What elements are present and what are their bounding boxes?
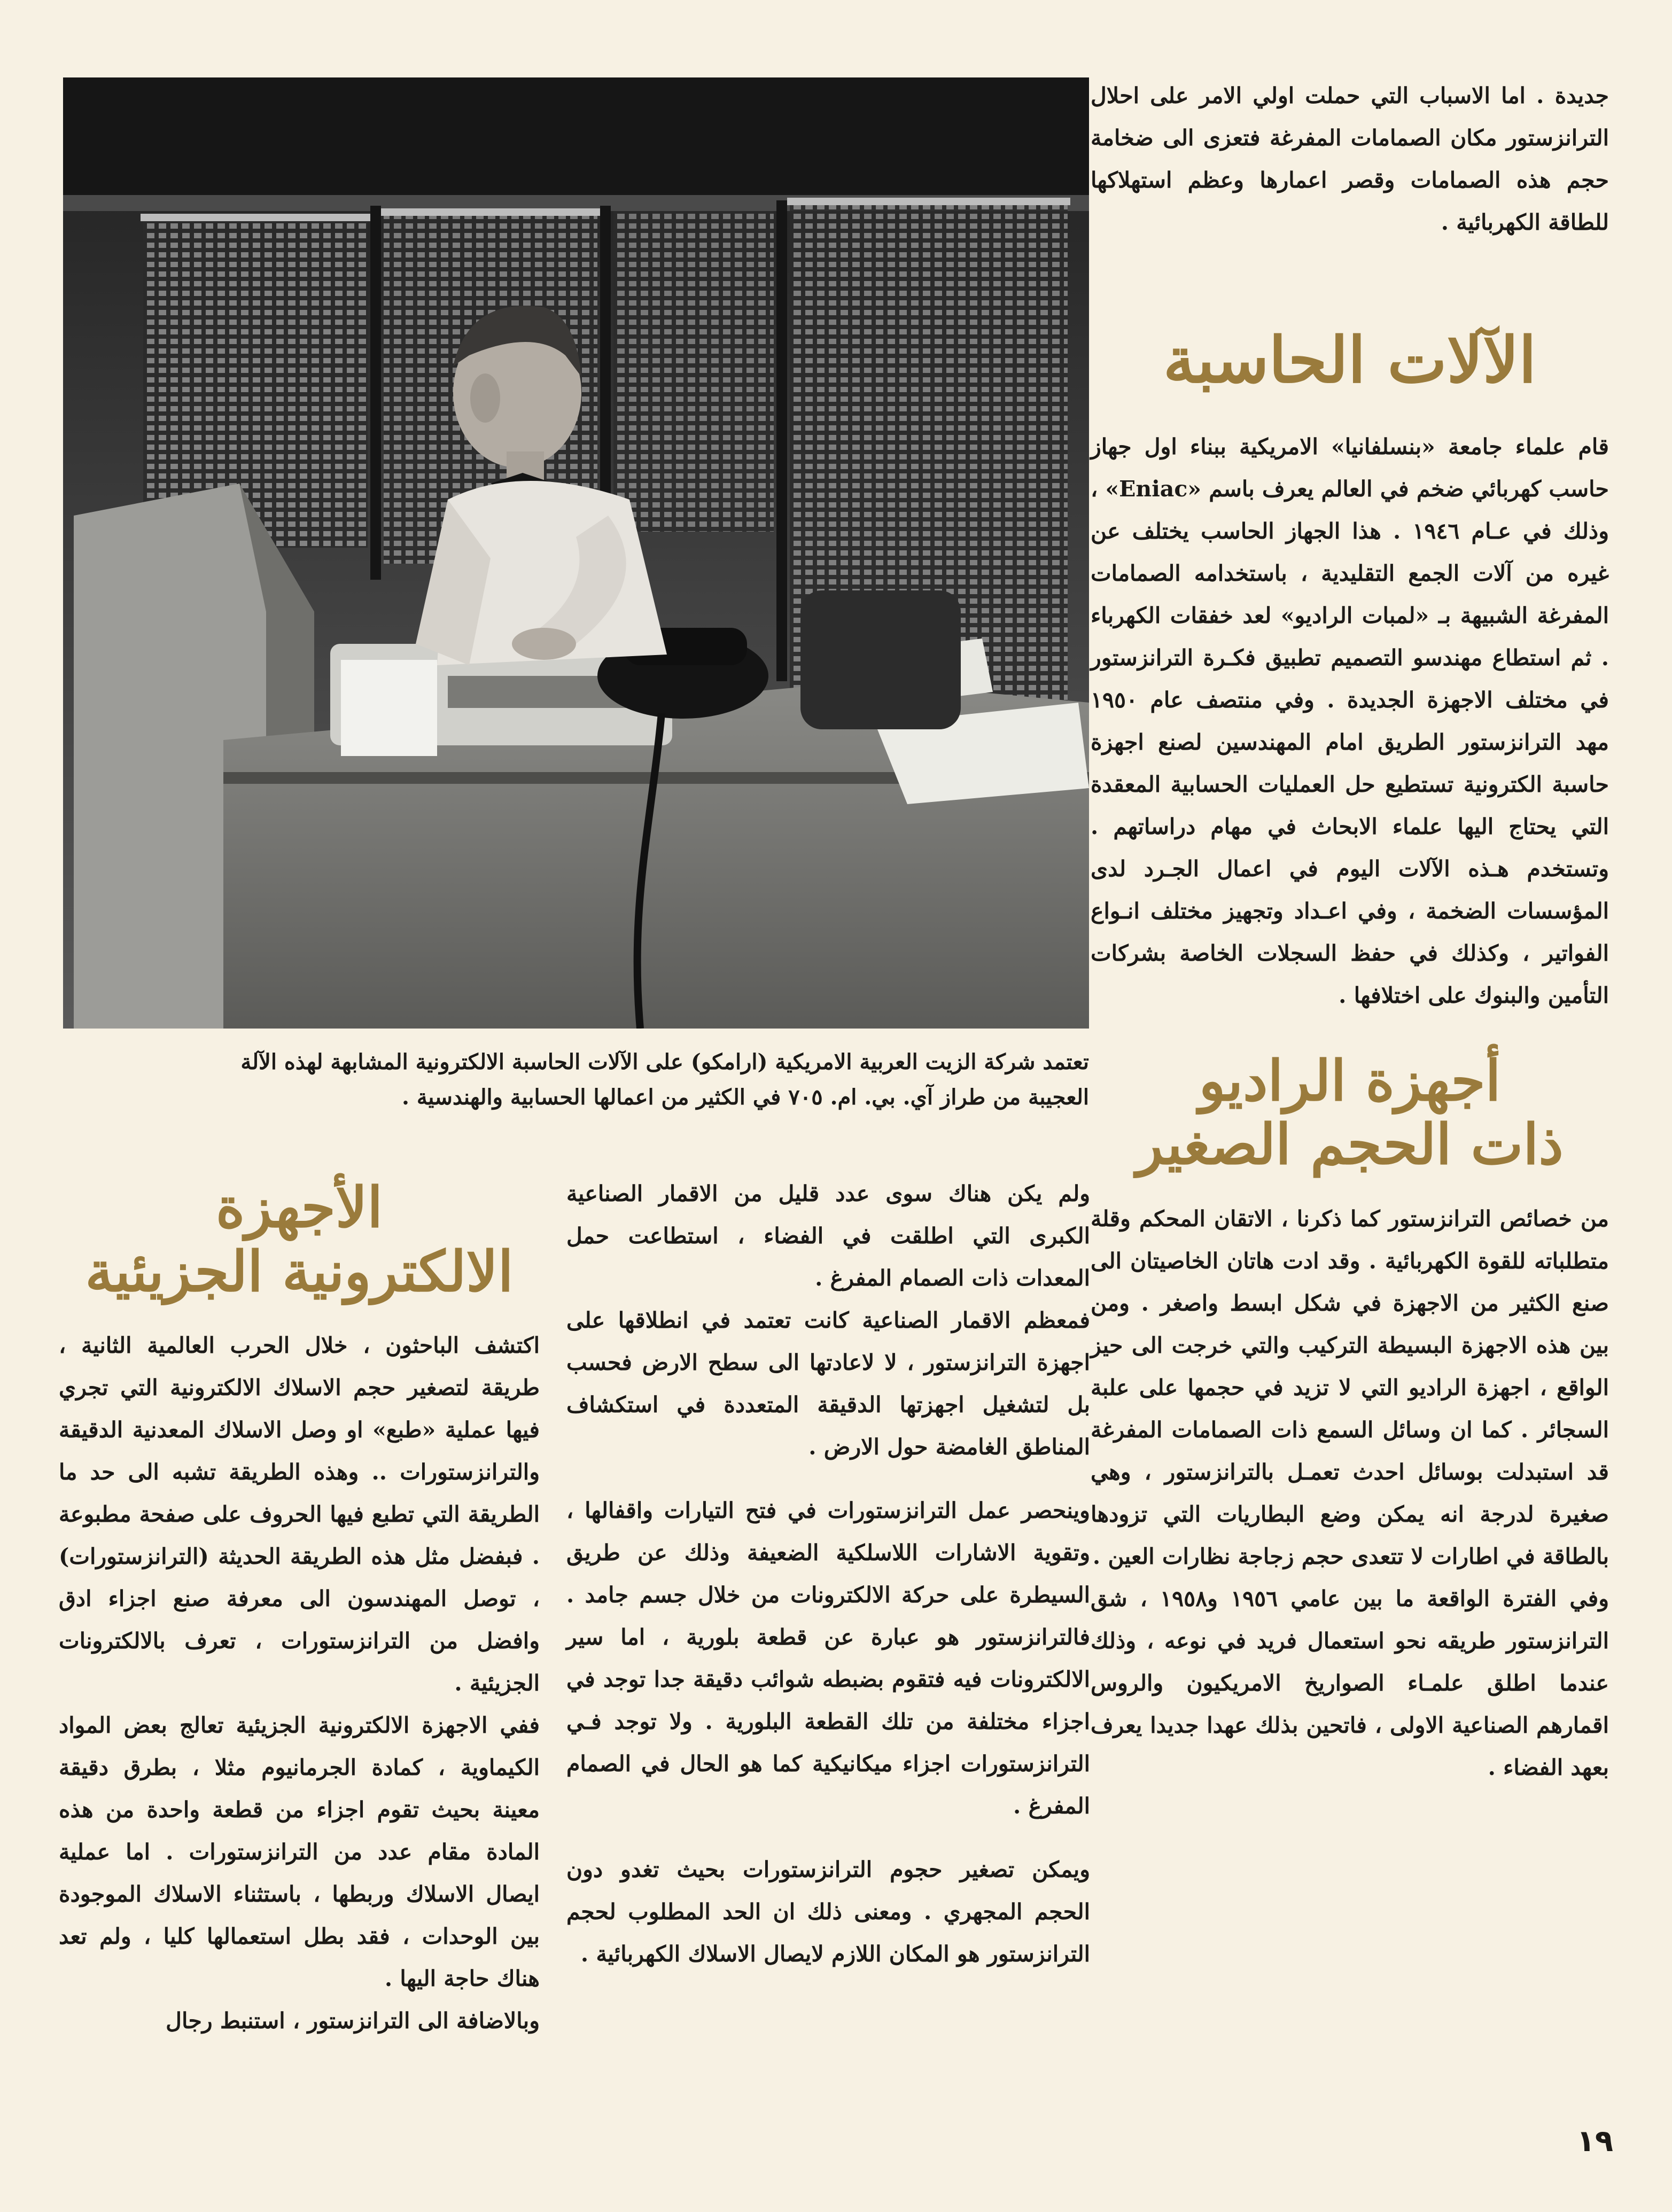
computers-paragraph: قام علماء جامعة «بنسلفانيا» الامريكية ببناء اول جهاز حاسب كهربائي ضخم في العالم يعرف باسم «Eniac» ، وذلك في عـام ١٩٤٦ . هذا الجهاز الحاسب يختلف عن غيره من آلات الجمع التقليدية ، باستخدامه الصمامات المفرغة الشبيهة بـ «لمبات الراديو» لعد خفقات الكهرباء . ثم استطاع مهندسو التصميم تطبيق فكـرة الترانزستور في مختلف الاجهزة الجديدة . وفي منتصف عام ١٩٥٠ مهد الترانزستور الطريق امام المهندسين لصنع اجهزة حاسبة الكترونية تستطيع حل العمليات الحسابية المعقدة التي يحتاج اليها علماء الابحاث في مهام دراساتهم . وتستخدم هـذه الآلات اليوم في اعمال الجـرد لدى المؤسسات الضخمة ، وفي اعـداد وتجهيز مختلف انـواع الفواتير ، وكذلك في حفظ السجلات الخاصة بشركات التأمين والبنوك على اختلافها . bbox=[1091, 433, 1609, 1008]
right-column bbox=[1091, 75, 1609, 1789]
radios-paragraph: من خصائص الترانزستور كما ذكرنا ، الاتقان المحكم وقلة متطلباته للقوة الكهربائية . وقد ادت هاتان الخاصيتان الى صنع الكثير من الاجهزة في شكل ابسط واصغر . ومن بين هذه الاجهزة البسيطة التركيب والتي خرجت الى حيز الواقع ، اجهزة الراديو التي لا تزيد في حجمها على علبة السجائر . كما ان وسائل السمع ذات الصمامات المفرغة قد استبدلت بوسائل احدث تعمـل بالترانزستور ، وهي صغيرة لدرجة انه يمكن وضع البطاريات التي تزودها بالطاقة في اطارات لا تتعدى حجم زجاجة نظارات العين . bbox=[1091, 1205, 1609, 1569]
small-radios-heading-line-2: ذات الحجم الصغير bbox=[1136, 1111, 1564, 1178]
transistor-function-paragraph: وينحصر عمل الترانزستورات في فتح التيارات واقفالها ، وتقوية الاشارات اللاسلكية الضعيفة وذلك عن طريق السيطرة على حركة الالكترونات من خلال جسم جامد . فالترانزستور هو عبارة عن قطعة بلورية ، اما سير الالكترونات فيه فتقوم بضبطه شوائب دقيقة جدا توجد في اجزاء مختلفة من تلك القطعة البلورية . ولا توجد فـي الترانزستورات اجزاء ميكانيكية كما هو الحال في الصمام المفرغ . bbox=[566, 1498, 1091, 1819]
molecular-devices-paragraph: ففي الاجهزة الالكترونية الجزيئية تعالج بعض المواد الكيماوية ، كمادة الجرمانيوم مثلا ، بطرق دقيقة معينة بحيث تقوم اجزاء من قطعة واحدة من هذه المادة مقام عدد من الترانزستورات . اما عملية ايصال الاسلاك وربطها ، باستثناء الاسلاك الموجودة بين الوحدات ، فقد بطل استعمالها كليا ، ولم تعد هناك حاجة اليها . bbox=[59, 1712, 540, 1992]
satellites-transistor-paragraph: فمعظم الاقمار الصناعية كانت تعتمد في انطلاقها على اجهزة الترانزستور ، لا لاعادتها الى سطح الارض فحسب بل لتشغيل اجهزتها الدقيقة المتعددة في استكشاف المناطق الغامضة حول الارض . bbox=[566, 1307, 1090, 1460]
molecular-heading-line-2: الالكترونية الجزيئية bbox=[85, 1238, 514, 1304]
satellites-paragraph: ولم يكن هناك سوى عدد قليل من الاقمار الصناعية الكبرى التي اطلقت في الفضاء ، استطاعت حمل المعدات ذات الصمام المفرغ . bbox=[566, 1181, 1090, 1291]
small-radios-heading bbox=[1091, 1049, 1609, 1177]
continuation-paragraph: وبالاضافة الى الترانزستور ، استنبط رجال bbox=[166, 2008, 540, 2034]
space-age-paragraph: وفي الفترة الواقعة ما بين عامي ١٩٥٦ و١٩٥٨ ، شق الترانزستور طريقه نحو استعمال فريد في نوعه ، وذلك عندما اطلق علمـاء الصواريخ الامريكيون والروس اقمارهم الصناعية الاولى ، فاتحين بذلك عهدا جديدا يعرف بعهد الفضاء . bbox=[1091, 1585, 1609, 1780]
miniaturization-paragraph: ويمكن تصغير حجوم الترانزستورات بحيث تغدو دون الحجم المجهري . ومعنى ذلك ان الحد المطلوب لحجم الترانزستور هو المكان اللازم لايصال الاسلاك الكهربائية . bbox=[566, 1857, 1090, 1967]
caption-line-2: العجيبة من طراز آي. بي. ام. ٧٠٥ في الكثير من اعمالها الحسابية والهندسية . bbox=[401, 1085, 1089, 1110]
page-number: ١٩ bbox=[1576, 2124, 1613, 2159]
computers-heading bbox=[1091, 324, 1609, 396]
computer-operator-photo bbox=[63, 77, 1089, 1029]
intro-paragraph: جديدة . اما الاسباب التي حملت اولي الامر على احلال الترانزستور مكان الصمامات المفرغة فتعزى الى ضخامة حجم هذه الصمامات وقصر اعمارها وعظم استهلاكها للطاقة الكهربائية . bbox=[1091, 83, 1609, 235]
molecular-heading-line-1: الأجهزة bbox=[215, 1174, 383, 1240]
computers-heading-text: الآلات الحاسبة bbox=[1163, 323, 1537, 397]
small-radios-heading-line-1: أجهزة الراديو bbox=[1199, 1047, 1501, 1113]
molecular-electronics-heading bbox=[59, 1175, 540, 1303]
left-column bbox=[59, 1175, 540, 2042]
printed-circuits-paragraph: اكتشف الباحثون ، خلال الحرب العالمية الثانية ، طريقة لتصغير حجم الاسلاك الالكترونية التي تجري فيها عملية «طبع» او وصل الاسلاك المعدنية الدقيقة والترانزستورات .. وهذه الطريقة تشبه الى حد ما الطريقة التي تطبع فيها الحروف على صفحة مطبوعة . فبفضل مثل هذه الطريقة الحديثة (الترانزستورات) ، توصل المهندسون الى معرفة صنع اجزاء ادق وافضل من الترانزستورات ، تعرف بالالكترونات الجزيئية . bbox=[59, 1333, 540, 1696]
caption-line-1: تعتمد شركة الزيت العربية الامريكية (ارامكو) على الآلات الحاسبة الالكترونية المشابهة لهذه الآلة bbox=[240, 1049, 1089, 1074]
photo-caption bbox=[63, 1045, 1089, 1115]
middle-column bbox=[566, 1173, 1090, 1975]
